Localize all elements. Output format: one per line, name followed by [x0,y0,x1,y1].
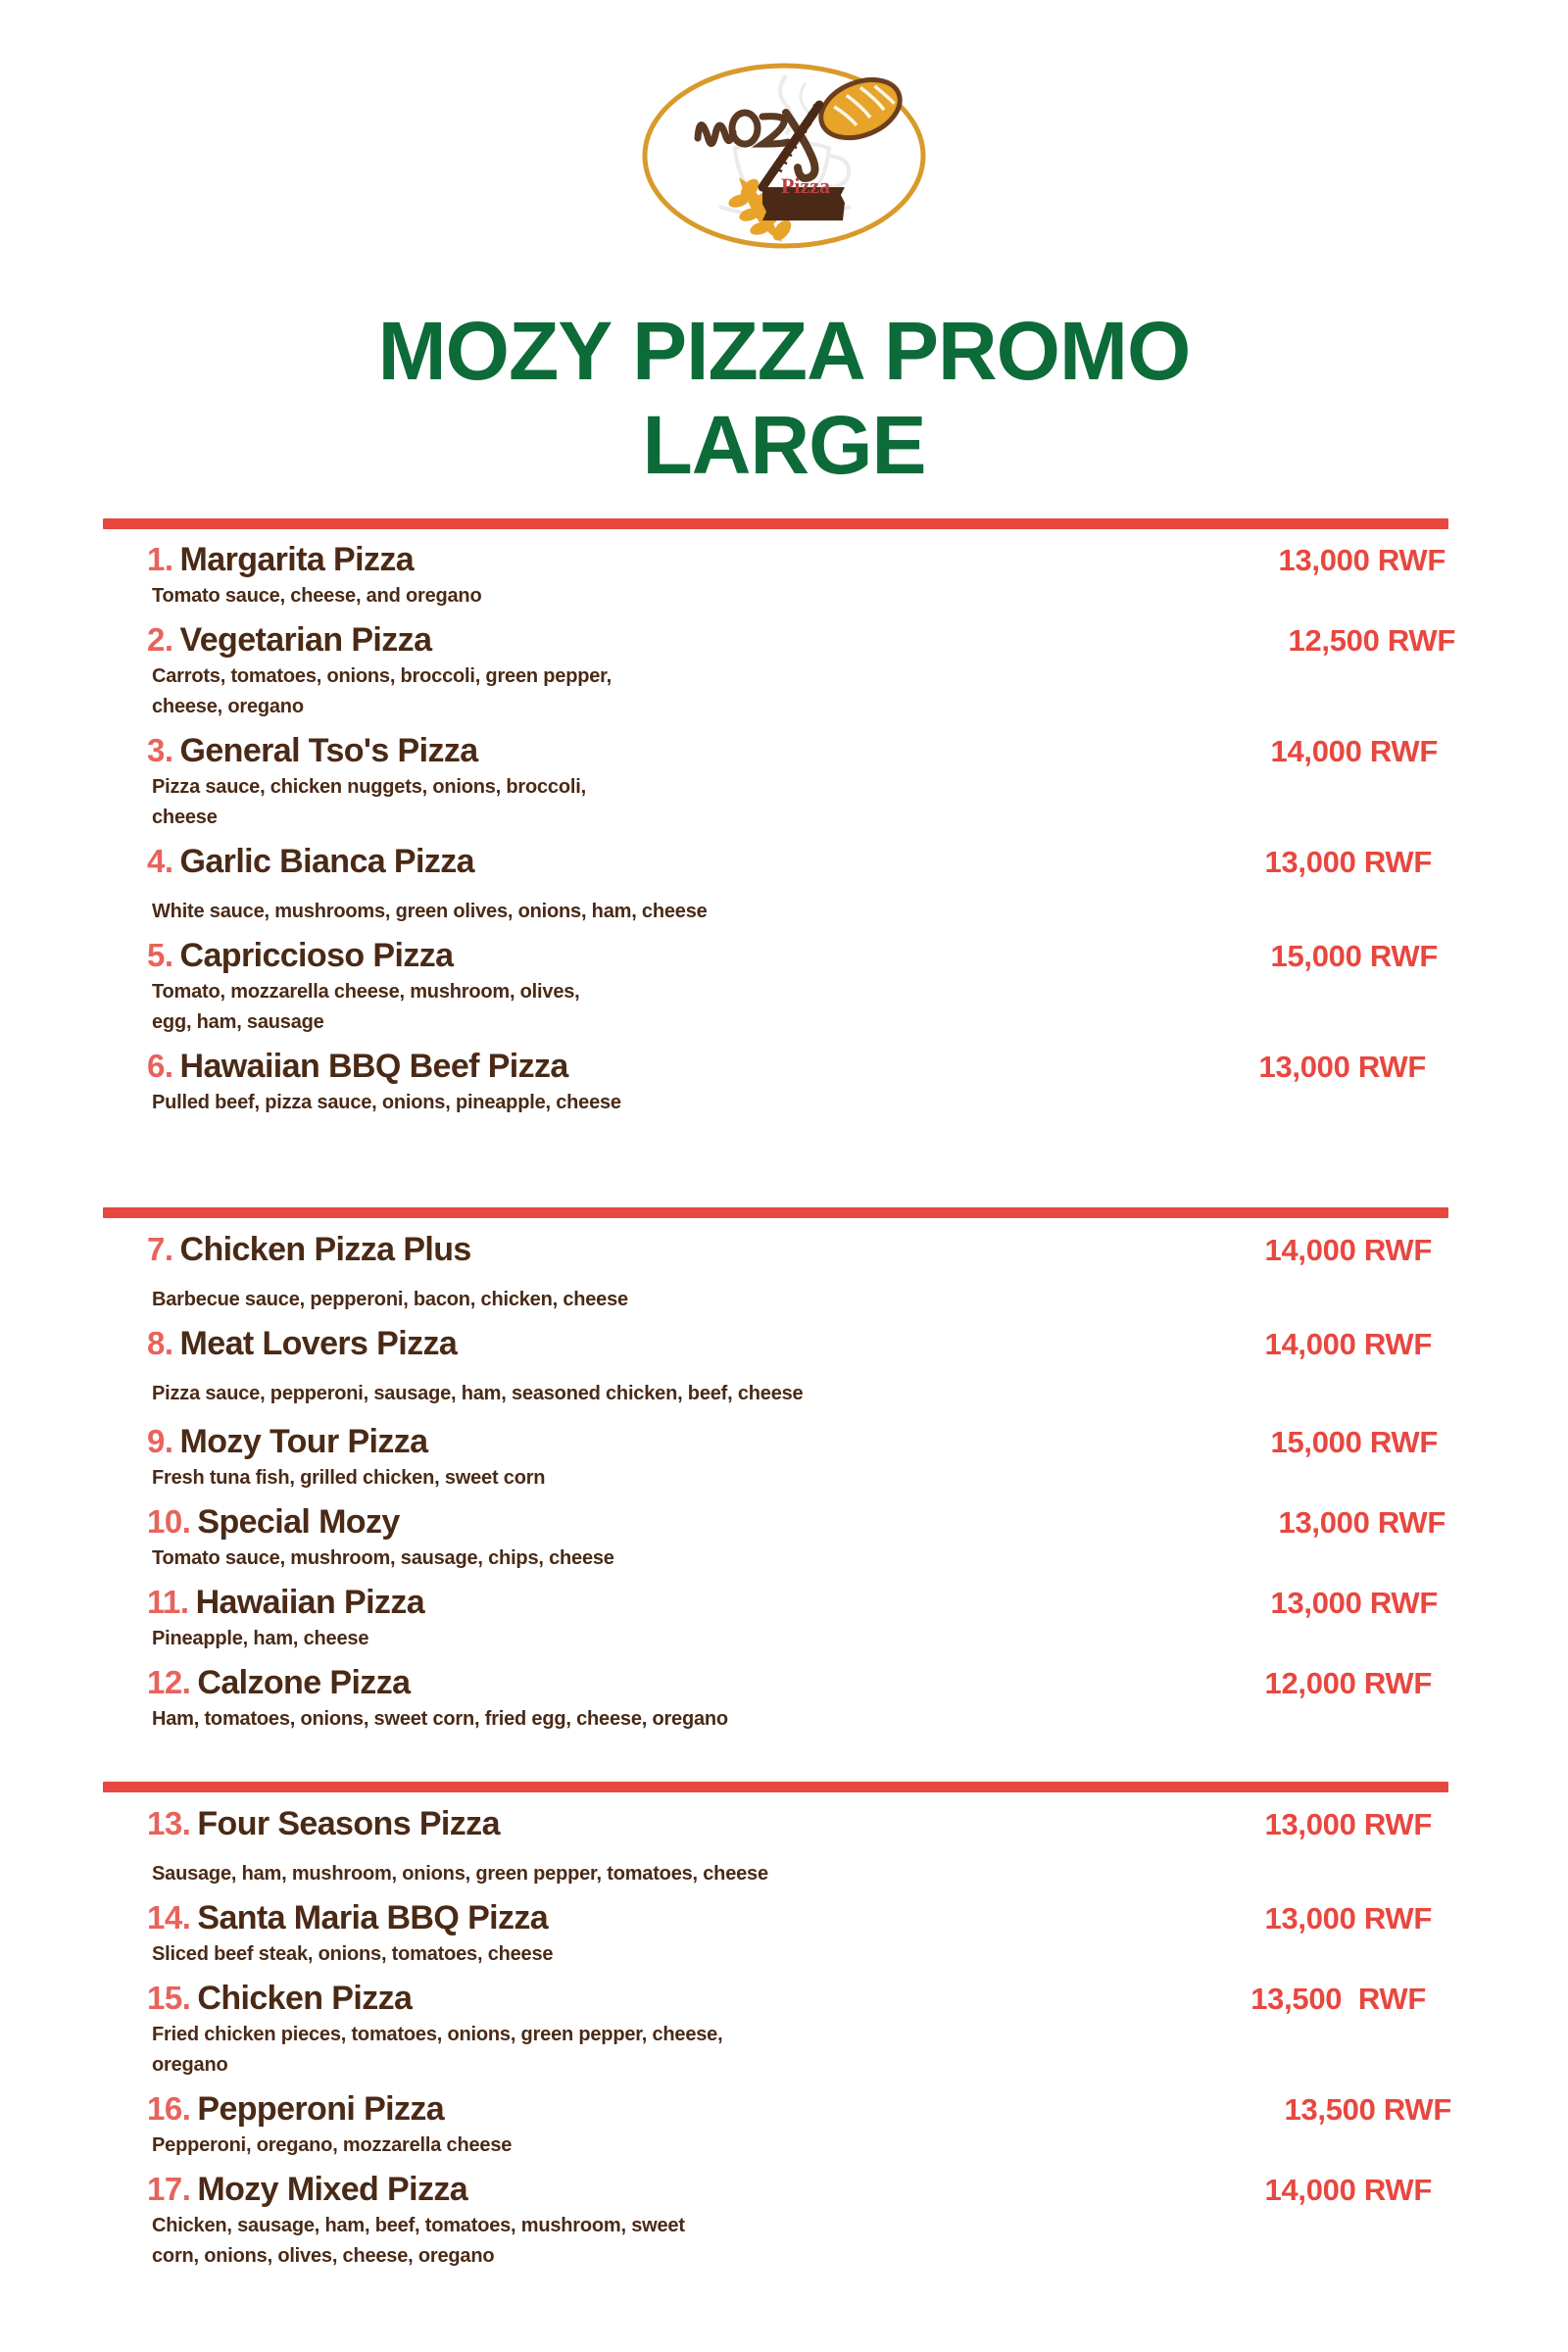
item-name: Special Mozy [197,1503,400,1541]
item-name: Hawaiian Pizza [195,1584,425,1621]
item-name: Mozy Tour Pizza [179,1423,428,1460]
item-number: 3. [147,732,173,768]
item-price: 13,000 RWF [1264,845,1432,879]
title-line-2: LARGE [642,399,926,491]
item-number: 13. [147,1805,191,1841]
item-name: Capriccioso Pizza [179,937,454,974]
item-name: Four Seasons Pizza [197,1805,500,1842]
item-name: Mozy Mixed Pizza [197,2171,468,2208]
item-name: Calzone Pizza [197,1664,411,1701]
item-number: 7. [147,1231,173,1267]
item-description: Tomato sauce, mushroom, sausage, chips, cheese [152,1547,614,1569]
item-description: Pizza sauce, chicken nuggets, onions, broccoli, cheese [152,776,586,828]
section-divider-3 [103,1782,1448,1792]
item-name: Chicken Pizza Plus [179,1231,471,1268]
item-price: 13,000 RWF [1278,543,1446,577]
item-price: 14,000 RWF [1264,1327,1432,1361]
menu-item[interactable] [103,1325,1455,1409]
menu-item[interactable] [103,2090,1455,2161]
item-price: 13,000 RWF [1278,1505,1446,1540]
menu-section-3 [103,1805,1455,2272]
item-description: Fresh tuna fish, grilled chicken, sweet corn [152,1467,546,1489]
menu-section-2 [103,1231,1455,1735]
item-number: 1. [147,541,173,577]
item-price: 13,000 RWF [1258,1050,1426,1084]
menu-item[interactable] [103,937,1455,1038]
item-name: Meat Lovers Pizza [179,1325,458,1362]
title-line-1: MOZY PIZZA PROMO [377,305,1191,397]
brand-logo [0,14,1568,298]
item-number: 14. [147,1899,191,1936]
item-description: Tomato, mozzarella cheese, mushroom, olives, egg, ham, sausage [152,981,580,1033]
item-name: Pepperoni Pizza [197,2090,445,2128]
item-number: 5. [147,937,173,973]
item-price: 15,000 RWF [1270,1425,1438,1459]
item-price: 12,500 RWF [1288,623,1455,658]
item-name: Garlic Bianca Pizza [179,843,474,880]
item-description: Pulled beef, pizza sauce, onions, pineapple, cheese [152,1092,621,1113]
item-number: 6. [147,1048,173,1084]
item-name: Santa Maria BBQ Pizza [197,1899,549,1936]
menu-item[interactable] [103,1805,1455,1889]
menu-item[interactable] [103,541,1455,612]
item-price: 13,000 RWF [1270,1586,1438,1620]
item-price: 12,000 RWF [1264,1666,1432,1700]
mozy-pizza-logo-icon [637,58,931,254]
item-description: White sauce, mushrooms, green olives, onions, ham, cheese [152,901,708,922]
bread-icon [812,69,908,149]
section-divider-2 [103,1207,1448,1218]
item-price: 13,500 RWF [1284,2092,1451,2127]
item-name: General Tso's Pizza [179,732,478,769]
menu-item[interactable] [103,1048,1455,1118]
item-name: Vegetarian Pizza [179,621,432,659]
menu-item[interactable] [103,1503,1455,1574]
item-name: Chicken Pizza [197,1980,413,2017]
item-description: Pineapple, ham, cheese [152,1628,369,1649]
item-number: 8. [147,1325,173,1361]
item-price: 14,000 RWF [1270,734,1438,768]
item-number: 10. [147,1503,191,1540]
menu-item[interactable] [103,843,1455,927]
menu-item[interactable] [103,1664,1455,1735]
item-number: 4. [147,843,173,879]
item-description: Pizza sauce, pepperoni, sausage, ham, seasoned chicken, beef, cheese [152,1383,804,1404]
item-number: 17. [147,2171,191,2207]
item-description: Fried chicken pieces, tomatoes, onions, green pepper, cheese, oregano [152,2024,723,2076]
item-description: Pepperoni, oregano, mozzarella cheese [152,2134,513,2156]
item-number: 12. [147,1664,191,1700]
menu-item[interactable] [103,732,1455,833]
item-description: Barbecue sauce, pepperoni, bacon, chicken, cheese [152,1289,628,1310]
logo-pizza-text: Pizza [780,173,831,198]
menu-item[interactable] [103,2171,1455,2272]
item-description: Chicken, sausage, ham, beef, tomatoes, mushroom, sweet corn, onions, olives, cheese, oregano [152,2215,685,2267]
item-number: 9. [147,1423,173,1459]
item-price: 13,000 RWF [1264,1901,1432,1936]
item-price: 14,000 RWF [1264,2173,1432,2207]
item-description: Ham, tomatoes, onions, sweet corn, fried egg, cheese, oregano [152,1708,728,1730]
item-price: 15,000 RWF [1270,939,1438,973]
item-name: Margarita Pizza [179,541,415,578]
item-description: Sausage, ham, mushroom, onions, green pepper, tomatoes, cheese [152,1863,768,1885]
item-name: Hawaiian BBQ Beef Pizza [179,1048,568,1085]
menu-item[interactable] [103,1231,1455,1315]
item-number: 2. [147,621,173,658]
menu-item[interactable] [103,1899,1455,1970]
item-description: Carrots, tomatoes, onions, broccoli, green pepper, cheese, oregano [152,665,612,717]
menu-item[interactable] [103,621,1455,722]
item-description: Sliced beef steak, onions, tomatoes, cheese [152,1943,554,1965]
item-number: 11. [147,1584,189,1620]
item-number: 15. [147,1980,191,2016]
item-price: 14,000 RWF [1264,1233,1432,1267]
menu-item[interactable] [103,1584,1455,1654]
page-title [0,304,1568,492]
item-number: 16. [147,2090,191,2127]
menu-item[interactable] [103,1423,1455,1494]
menu-section-1 [103,541,1455,1118]
section-divider-1 [103,518,1448,529]
item-price: 13,000 RWF [1264,1807,1432,1841]
item-description: Tomato sauce, cheese, and oregano [152,585,482,607]
item-price: 13,500 RWF [1250,1982,1426,2016]
menu-item[interactable] [103,1980,1455,2081]
